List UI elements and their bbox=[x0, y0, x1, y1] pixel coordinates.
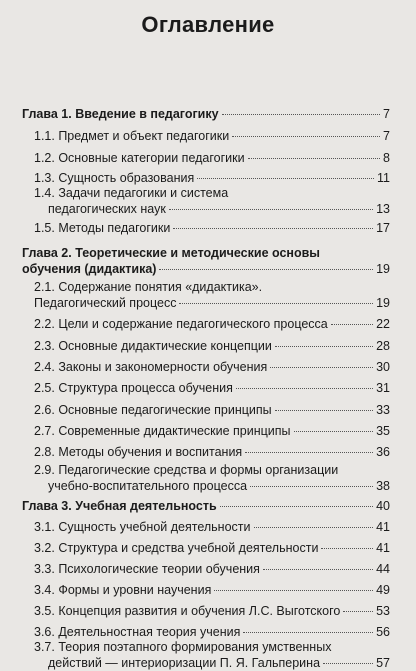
leader-dots bbox=[220, 506, 373, 507]
toc-entry[interactable] bbox=[34, 519, 390, 535]
toc-entry[interactable] bbox=[34, 150, 390, 166]
toc-entry-page: 28 bbox=[376, 339, 390, 353]
toc-entry-page: 17 bbox=[376, 221, 390, 235]
toc-entry-text-line1: Глава 2. Теоретические и методические основы bbox=[22, 246, 320, 260]
toc-entry[interactable] bbox=[34, 624, 390, 640]
leader-dots bbox=[331, 324, 373, 325]
toc-entry[interactable] bbox=[34, 463, 390, 494]
toc-entry-text: 2.8. Методы обучения и воспитания bbox=[34, 445, 243, 459]
leader-dots bbox=[263, 569, 373, 570]
toc-entry-text: 1.2. Основные категории педагогики bbox=[34, 151, 245, 165]
toc-entry-page: 35 bbox=[376, 424, 390, 438]
toc-entry-last-line bbox=[34, 478, 390, 494]
toc-chapter-1[interactable] bbox=[22, 106, 390, 122]
leader-dots bbox=[250, 486, 373, 487]
leader-dots bbox=[248, 158, 380, 159]
toc-entry-page: 40 bbox=[376, 499, 390, 513]
page-title: Оглавление bbox=[141, 12, 275, 37]
toc-entry-page: 30 bbox=[376, 360, 390, 374]
toc-entry[interactable] bbox=[34, 170, 390, 186]
toc-entry[interactable] bbox=[34, 444, 390, 460]
toc-entry[interactable] bbox=[34, 561, 390, 577]
leader-dots bbox=[222, 114, 380, 115]
toc-entry-text: 3.3. Психологические теории обучения bbox=[34, 562, 260, 576]
toc-entry[interactable] bbox=[34, 338, 390, 354]
toc-entry-text: 2.7. Современные дидактические принципы bbox=[34, 424, 291, 438]
leader-dots bbox=[270, 367, 373, 368]
toc-entry-text: Глава 3. Учебная деятельность bbox=[22, 499, 217, 513]
toc-entry-last-line bbox=[34, 655, 390, 671]
leader-dots bbox=[323, 663, 373, 664]
toc-entry-text: действий — интериоризации П. Я. Гальперина bbox=[48, 656, 321, 670]
toc-entry-page: 57 bbox=[376, 656, 390, 670]
toc-entry[interactable] bbox=[34, 316, 390, 332]
toc-entry-text: 3.4. Формы и уровни научения bbox=[34, 583, 212, 597]
toc-entry-page: 36 bbox=[376, 445, 390, 459]
toc-entry-last-line bbox=[34, 295, 390, 311]
leader-dots bbox=[245, 452, 373, 453]
toc-entry-page: 22 bbox=[376, 317, 390, 331]
toc-entry-page: 7 bbox=[383, 107, 390, 121]
toc-entry-text: Глава 1. Введение в педагогику bbox=[22, 107, 219, 121]
toc-chapter-3[interactable] bbox=[22, 498, 390, 514]
toc-entry-text: 2.3. Основные дидактические концепции bbox=[34, 339, 272, 353]
toc-entry[interactable] bbox=[34, 280, 390, 311]
toc-entry-text: 2.4. Законы и закономерности обучения bbox=[34, 360, 268, 374]
leader-dots bbox=[214, 590, 373, 591]
toc-entry-page: 8 bbox=[383, 151, 390, 165]
toc-entry-last-line bbox=[34, 201, 390, 217]
toc-entry-text: 3.6. Деятельностная теория учения bbox=[34, 625, 241, 639]
toc-entry-page: 41 bbox=[376, 520, 390, 534]
toc-entry-text-line1: 2.1. Содержание понятия «дидактика». bbox=[34, 280, 263, 294]
toc-entry-text: 1.5. Методы педагогики bbox=[34, 221, 171, 235]
leader-dots bbox=[179, 303, 373, 304]
toc-entry-page: 33 bbox=[376, 403, 390, 417]
toc-entry[interactable] bbox=[34, 359, 390, 375]
toc-entry-text: 3.2. Структура и средства учебной деятельности bbox=[34, 541, 319, 555]
leader-dots bbox=[321, 548, 373, 549]
toc-entry-text: 1.3. Сущность образования bbox=[34, 171, 195, 185]
leader-dots bbox=[275, 346, 373, 347]
toc-entry[interactable] bbox=[34, 128, 390, 144]
leader-dots bbox=[294, 431, 374, 432]
leader-dots bbox=[173, 228, 373, 229]
toc-entry-page: 49 bbox=[376, 583, 390, 597]
toc-entry-page: 11 bbox=[377, 171, 390, 185]
leader-dots bbox=[232, 136, 380, 137]
toc-entry-page: 38 bbox=[376, 479, 390, 493]
toc-entry[interactable] bbox=[34, 380, 390, 396]
toc-entry[interactable] bbox=[34, 540, 390, 556]
toc-entry-text: педагогических наук bbox=[48, 202, 166, 216]
toc-entry-page: 31 bbox=[376, 381, 390, 395]
toc-entry-page: 53 bbox=[376, 604, 390, 618]
toc-entry-text: 1.1. Предмет и объект педагогики bbox=[34, 129, 230, 143]
toc-entry[interactable] bbox=[34, 582, 390, 598]
leader-dots bbox=[343, 611, 373, 612]
toc-entry[interactable] bbox=[34, 402, 390, 418]
toc-entry[interactable] bbox=[34, 186, 390, 217]
toc-entry-text: 2.5. Структура процесса обучения bbox=[34, 381, 233, 395]
toc-entry-text: 3.1. Сущность учебной деятельности bbox=[34, 520, 251, 534]
toc-entry-text: учебно-воспитательного процесса bbox=[48, 479, 248, 493]
leader-dots bbox=[169, 209, 373, 210]
toc-entry-text-line1: 3.7. Теория поэтапного формирования умственных bbox=[34, 640, 332, 654]
leader-dots bbox=[275, 410, 373, 411]
toc-entry-page: 19 bbox=[376, 296, 390, 310]
toc-entry-page: 56 bbox=[376, 625, 390, 639]
toc-entry-page: 44 bbox=[376, 562, 390, 576]
leader-dots bbox=[159, 269, 373, 270]
toc-entry-text-line1: 1.4. Задачи педагогики и система bbox=[34, 186, 229, 200]
toc-entry[interactable] bbox=[34, 423, 390, 439]
toc-entry-text-line1: 2.9. Педагогические средства и формы организации bbox=[34, 463, 339, 477]
leader-dots bbox=[254, 527, 374, 528]
toc-entry-text: обучения (дидактика) bbox=[22, 262, 157, 276]
toc-entry-page: 41 bbox=[376, 541, 390, 555]
toc-entry-text: 2.6. Основные педагогические принципы bbox=[34, 403, 272, 417]
leader-dots bbox=[197, 178, 374, 179]
toc-entry-page: 19 bbox=[376, 262, 390, 276]
toc-entry-last-line bbox=[22, 261, 390, 277]
toc-entry-text: 2.2. Цели и содержание педагогического процесса bbox=[34, 317, 328, 331]
toc-entry-page: 13 bbox=[376, 202, 390, 216]
toc-entry[interactable] bbox=[34, 220, 390, 236]
toc-entry-page: 7 bbox=[383, 129, 390, 143]
toc-entry[interactable] bbox=[34, 603, 390, 619]
toc-chapter-2[interactable] bbox=[22, 246, 390, 277]
toc-entry-text: 3.5. Концепция развития и обучения Л.С. Выготского bbox=[34, 604, 341, 618]
toc-entry[interactable] bbox=[34, 640, 390, 671]
leader-dots bbox=[236, 388, 373, 389]
toc-entry-text: Педагогический процесс bbox=[34, 296, 177, 310]
leader-dots bbox=[243, 632, 373, 633]
